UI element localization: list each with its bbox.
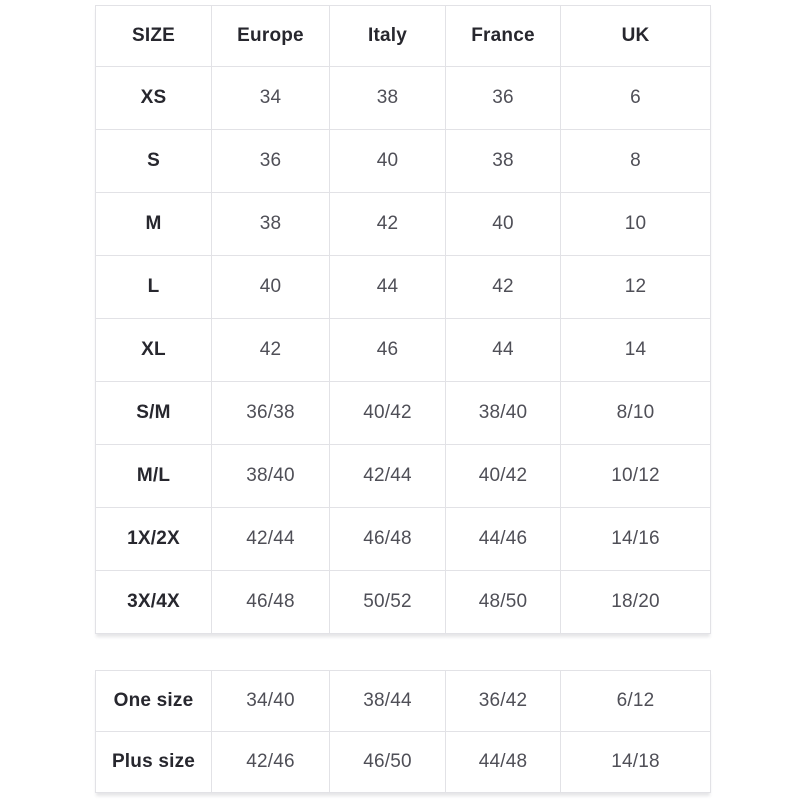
standard-sizes-header xyxy=(96,6,711,67)
table-row xyxy=(96,382,711,445)
table-row xyxy=(96,67,711,130)
table-row xyxy=(96,193,711,256)
size-label-cell: L xyxy=(96,256,212,319)
value-cell: 42 xyxy=(330,193,446,256)
size-label-cell: S/M xyxy=(96,382,212,445)
table-row xyxy=(96,671,711,732)
header-cell: France xyxy=(446,6,561,67)
value-cell: 44/48 xyxy=(446,732,561,793)
size-label-cell: S xyxy=(96,130,212,193)
table-row xyxy=(96,508,711,571)
size-label-cell: Plus size xyxy=(96,732,212,793)
value-cell: 36/42 xyxy=(446,671,561,732)
value-cell: 42/44 xyxy=(330,445,446,508)
value-cell: 38/44 xyxy=(330,671,446,732)
value-cell: 44 xyxy=(446,319,561,382)
value-cell: 40/42 xyxy=(330,382,446,445)
table-row xyxy=(96,445,711,508)
table-row xyxy=(96,130,711,193)
value-cell: 8/10 xyxy=(561,382,711,445)
header-cell: UK xyxy=(561,6,711,67)
header-cell: Italy xyxy=(330,6,446,67)
size-label-cell: 3X/4X xyxy=(96,571,212,634)
table-row xyxy=(96,256,711,319)
value-cell: 8 xyxy=(561,130,711,193)
size-label-cell: XL xyxy=(96,319,212,382)
special-sizes-table xyxy=(95,670,711,793)
value-cell: 6/12 xyxy=(561,671,711,732)
value-cell: 14/18 xyxy=(561,732,711,793)
value-cell: 46/50 xyxy=(330,732,446,793)
table-row xyxy=(96,732,711,793)
value-cell: 40/42 xyxy=(446,445,561,508)
value-cell: 38 xyxy=(446,130,561,193)
size-label-cell: 1X/2X xyxy=(96,508,212,571)
value-cell: 10/12 xyxy=(561,445,711,508)
header-cell: Europe xyxy=(212,6,330,67)
header-row xyxy=(96,6,711,67)
value-cell: 44/46 xyxy=(446,508,561,571)
value-cell: 38/40 xyxy=(446,382,561,445)
table-row xyxy=(96,319,711,382)
value-cell: 10 xyxy=(561,193,711,256)
value-cell: 36 xyxy=(446,67,561,130)
value-cell: 6 xyxy=(561,67,711,130)
value-cell: 34/40 xyxy=(212,671,330,732)
size-tables-container xyxy=(95,5,711,793)
value-cell: 42 xyxy=(212,319,330,382)
value-cell: 40 xyxy=(212,256,330,319)
value-cell: 46 xyxy=(330,319,446,382)
header-cell: SIZE xyxy=(96,6,212,67)
value-cell: 14/16 xyxy=(561,508,711,571)
value-cell: 38/40 xyxy=(212,445,330,508)
value-cell: 14 xyxy=(561,319,711,382)
standard-sizes-body xyxy=(96,67,711,634)
size-label-cell: M/L xyxy=(96,445,212,508)
value-cell: 18/20 xyxy=(561,571,711,634)
value-cell: 34 xyxy=(212,67,330,130)
standard-sizes-table xyxy=(95,5,711,634)
value-cell: 50/52 xyxy=(330,571,446,634)
value-cell: 38 xyxy=(212,193,330,256)
size-label-cell: XS xyxy=(96,67,212,130)
value-cell: 48/50 xyxy=(446,571,561,634)
value-cell: 46/48 xyxy=(212,571,330,634)
special-sizes-body xyxy=(96,671,711,793)
value-cell: 40 xyxy=(330,130,446,193)
size-label-cell: One size xyxy=(96,671,212,732)
value-cell: 44 xyxy=(330,256,446,319)
value-cell: 38 xyxy=(330,67,446,130)
value-cell: 36 xyxy=(212,130,330,193)
value-cell: 12 xyxy=(561,256,711,319)
table-row xyxy=(96,571,711,634)
value-cell: 42/44 xyxy=(212,508,330,571)
value-cell: 42 xyxy=(446,256,561,319)
size-label-cell: M xyxy=(96,193,212,256)
value-cell: 42/46 xyxy=(212,732,330,793)
value-cell: 36/38 xyxy=(212,382,330,445)
value-cell: 40 xyxy=(446,193,561,256)
value-cell: 46/48 xyxy=(330,508,446,571)
